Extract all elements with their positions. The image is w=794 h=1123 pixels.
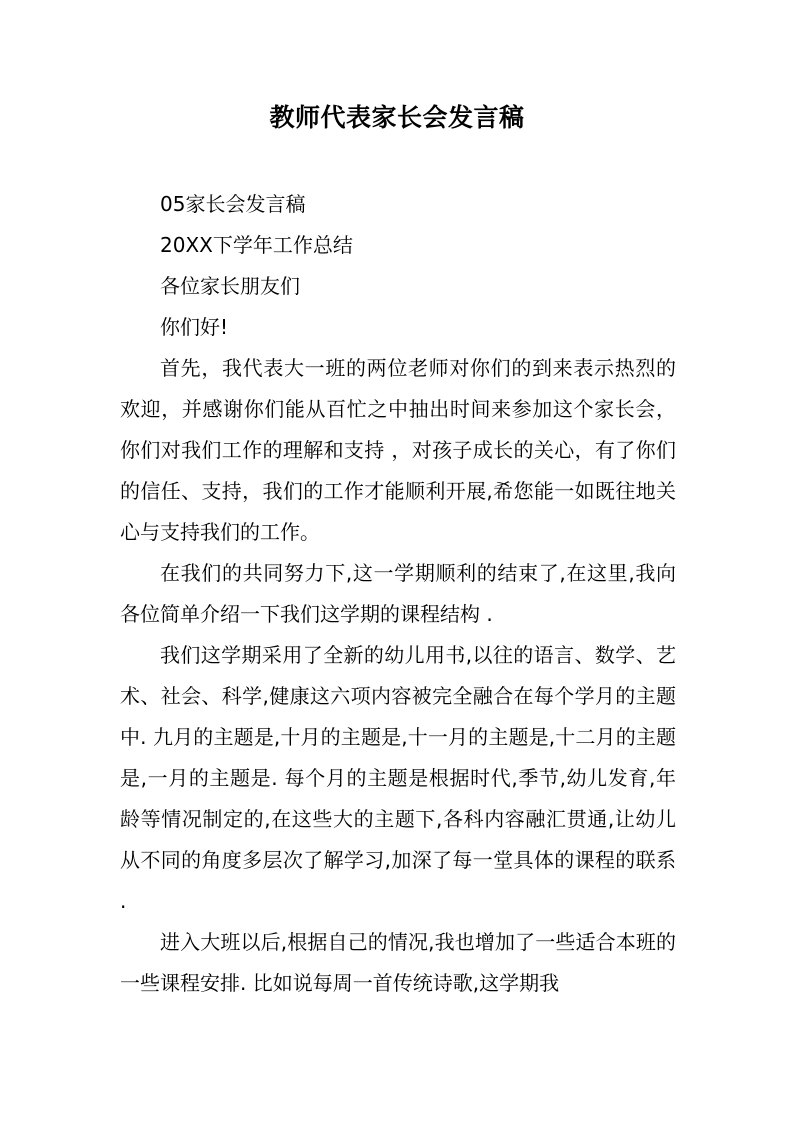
paragraph-speech-label: 05家长会发言稿 xyxy=(160,192,306,216)
paragraph-greeting: 你们好! xyxy=(160,315,229,339)
paragraph-class-plan: 进入大班以后,根据自己的情况,我也增加了一些适合本班的一些课程安排. 比如说每周一首传统诗歌,这学期我 xyxy=(120,930,676,995)
paragraph-curriculum: 我们这学期采用了全新的幼儿用书,以往的语言、数学、艺术、社会、科学,健康这六项内容被完全融合在每个学月的主题中. 九月的主题是,十月的主题是,十一月的主题是,十二月的主题是,一月的主题是. 每个月的主题是根据时代,季节,幼儿发育,年龄等情况制定的,在这些大的主题下,各科内容融汇贯通,让幼儿从不同的角度多层次了解学习,加深了每一堂具体的课程的联系 . xyxy=(120,643,676,913)
paragraph-salutation: 各位家长朋友们 xyxy=(160,274,300,298)
paragraph-welcome: 首先，我代表大一班的两位老师对你们的到来表示热烈的欢迎，并感谢你们能从百忙之中抽出时间来参加这个家长会，你们对我们工作的理解和支持 ，对孩子成长的关心，有了你们的信任、支持，我们的工作才能顺利开展,希您能一如既往地关心与支持我们的工作。 xyxy=(120,356,676,544)
paragraph-summary-label: 20XX下学年工作总结 xyxy=(160,233,353,257)
document-title: 教师代表家长会发言稿 xyxy=(269,103,525,132)
document-body xyxy=(120,184,676,1004)
paragraph-semester-intro: 在我们的共同努力下,这一学期顺利的结束了,在这里,我向各位简单介绍一下我们这学期的课程结构 . xyxy=(120,561,676,626)
